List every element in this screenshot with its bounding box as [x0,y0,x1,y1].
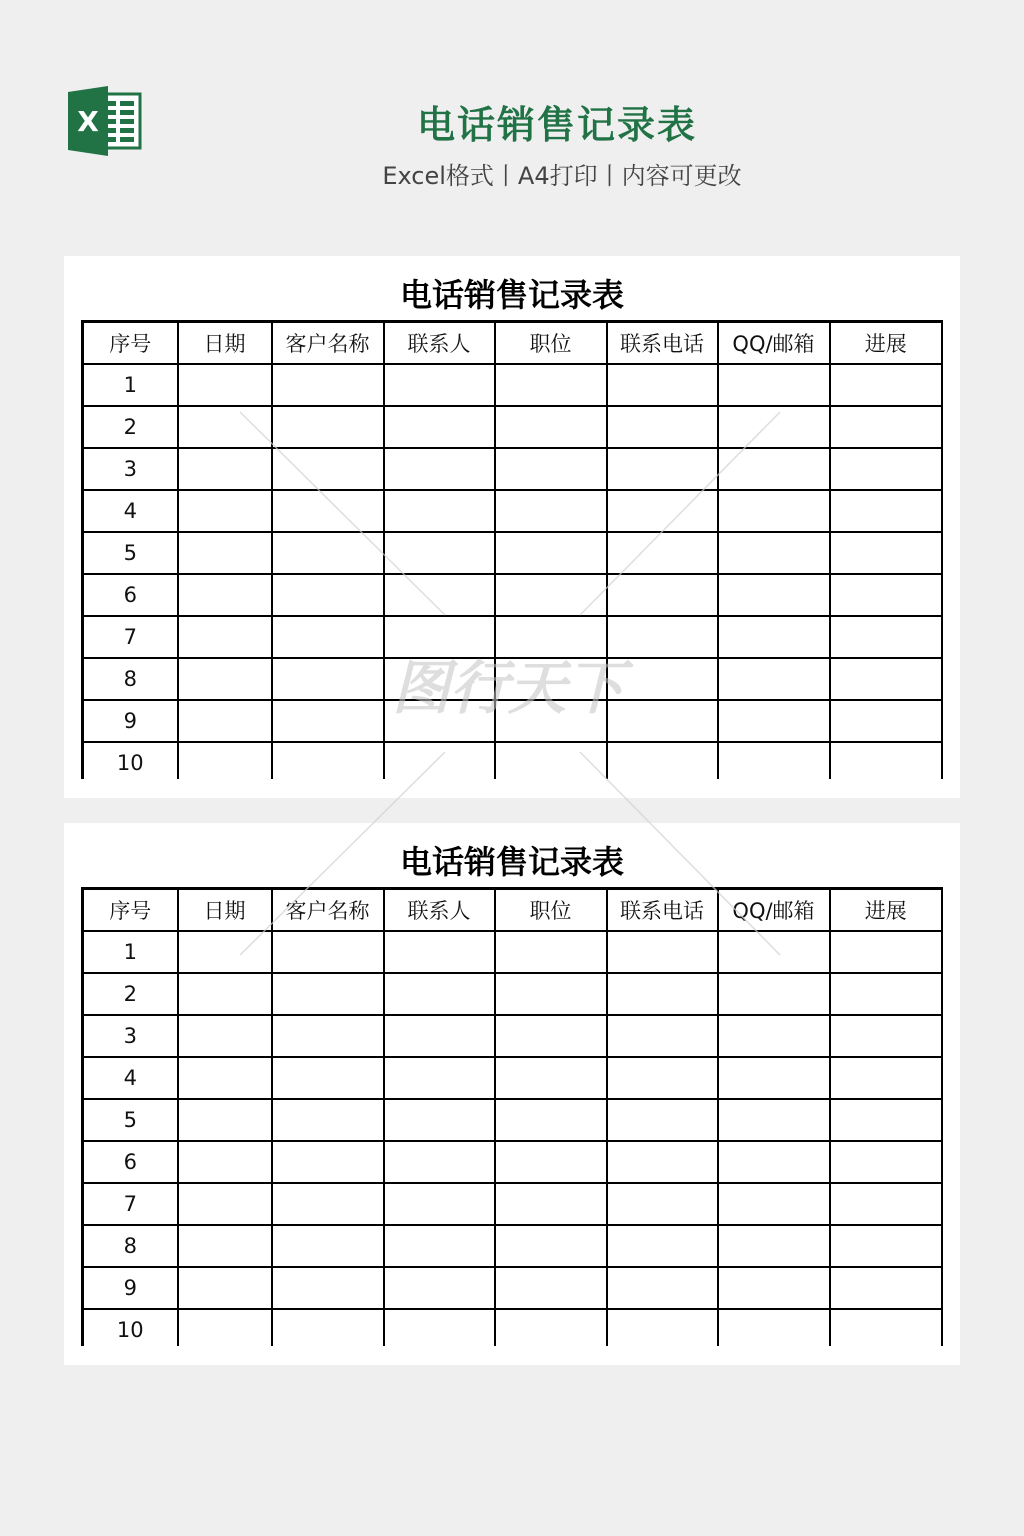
header-customer-name: 客户名称 [272,322,384,365]
table-row [83,700,943,742]
header-date: 日期 [178,889,272,932]
cell[interactable] [178,658,272,700]
header-qq-email: QQ/邮箱 [718,322,830,365]
table-row [83,1099,943,1141]
sheet-preview-1 [64,256,960,798]
table-row [83,532,943,574]
sales-record-table [81,320,943,779]
header-customer-name: 客户名称 [272,889,384,932]
cell[interactable] [607,490,718,532]
cell[interactable] [178,448,272,490]
cell[interactable] [830,364,943,406]
cell[interactable] [384,931,495,973]
cell[interactable] [607,1183,718,1225]
cell[interactable] [384,1057,495,1099]
cell[interactable] [272,1141,384,1183]
cell[interactable] [830,658,943,700]
header-progress: 进展 [830,322,943,365]
cell[interactable] [495,931,607,973]
cell[interactable] [830,448,943,490]
cell[interactable] [178,532,272,574]
cell[interactable] [178,1267,272,1309]
cell[interactable] [384,448,495,490]
cell[interactable] [384,574,495,616]
row-index: 1 [83,931,178,973]
cell[interactable] [178,1183,272,1225]
cell[interactable] [830,1057,943,1099]
cell[interactable] [384,700,495,742]
table-clip [81,320,943,779]
cell[interactable] [830,742,943,779]
table-row [83,1141,943,1183]
row-index: 3 [83,1015,178,1057]
row-index: 9 [83,700,178,742]
row-index: 5 [83,1099,178,1141]
cell[interactable] [607,658,718,700]
cell[interactable] [178,1141,272,1183]
cell[interactable] [718,364,830,406]
sheet-title: 电话销售记录表 [399,276,624,314]
cell[interactable] [607,616,718,658]
cell[interactable] [384,364,495,406]
cell[interactable] [607,448,718,490]
header-contact-person: 联系人 [384,889,495,932]
cell[interactable] [718,1141,830,1183]
cell[interactable] [178,1015,272,1057]
cell[interactable] [178,1057,272,1099]
header-phone: 联系电话 [607,889,718,932]
cell[interactable] [830,1141,943,1183]
cell[interactable] [384,1015,495,1057]
cell[interactable] [830,931,943,973]
table-header-row [83,322,943,365]
cell[interactable] [272,490,384,532]
cell[interactable] [718,700,830,742]
header-date: 日期 [178,322,272,365]
row-index: 6 [83,574,178,616]
cell[interactable] [495,532,607,574]
watermark-text: 图行天下 [391,654,625,722]
cell[interactable] [718,1267,830,1309]
cell[interactable] [718,1057,830,1099]
cell[interactable] [495,490,607,532]
cell[interactable] [272,1183,384,1225]
cell[interactable] [272,973,384,1015]
cell[interactable] [830,1225,943,1267]
row-index: 8 [83,1225,178,1267]
cell[interactable] [178,616,272,658]
cell[interactable] [718,1309,830,1346]
table-row [83,616,943,658]
cell[interactable] [495,364,607,406]
svg-text:X: X [77,105,99,138]
cell[interactable] [607,1099,718,1141]
cell[interactable] [272,448,384,490]
cell[interactable] [830,574,943,616]
row-index: 2 [83,973,178,1015]
cell[interactable] [607,1309,718,1346]
table-row [83,1015,943,1057]
page-subtitle: Excel格式丨A4打印丨内容可更改 [382,162,742,190]
cell[interactable] [718,1183,830,1225]
table-row [83,364,943,406]
cell[interactable] [607,742,718,779]
cell[interactable] [384,616,495,658]
row-index: 10 [83,742,178,779]
table-header-row [83,889,943,932]
cell[interactable] [718,1225,830,1267]
header-contact-person: 联系人 [384,322,495,365]
cell[interactable] [384,1183,495,1225]
cell[interactable] [178,700,272,742]
table-row [83,448,943,490]
cell[interactable] [830,1015,943,1057]
cell[interactable] [495,1099,607,1141]
cell[interactable] [178,1225,272,1267]
cell[interactable] [272,364,384,406]
cell[interactable] [384,973,495,1015]
cell[interactable] [272,1309,384,1346]
cell[interactable] [495,973,607,1015]
cell[interactable] [607,1225,718,1267]
cell[interactable] [178,742,272,779]
table-row [83,1057,943,1099]
table-row [83,574,943,616]
cell[interactable] [830,490,943,532]
cell[interactable] [718,1015,830,1057]
cell[interactable] [384,658,495,700]
cell[interactable] [272,1267,384,1309]
cell[interactable] [178,1309,272,1346]
table-row [83,1267,943,1309]
row-index: 4 [83,490,178,532]
cell[interactable] [495,1183,607,1225]
table-row [83,1309,943,1346]
cell[interactable] [272,1225,384,1267]
cell[interactable] [607,364,718,406]
row-index: 4 [83,1057,178,1099]
cell[interactable] [830,1309,943,1346]
cell[interactable] [384,1225,495,1267]
cell[interactable] [718,658,830,700]
row-index: 10 [83,1309,178,1346]
cell[interactable] [830,616,943,658]
table-row [83,742,943,779]
cell[interactable] [607,406,718,448]
row-index: 1 [83,364,178,406]
cell[interactable] [830,700,943,742]
cell[interactable] [718,574,830,616]
cell[interactable] [830,973,943,1015]
cell[interactable] [495,658,607,700]
cell[interactable] [495,1225,607,1267]
cell[interactable] [830,532,943,574]
cell[interactable] [830,1267,943,1309]
cell[interactable] [178,973,272,1015]
cell[interactable] [384,1141,495,1183]
table-row [83,658,943,700]
cell[interactable] [272,700,384,742]
cell[interactable] [607,532,718,574]
cell[interactable] [178,574,272,616]
table-row [83,490,943,532]
table-row [83,406,943,448]
cell[interactable] [495,406,607,448]
cell[interactable] [495,574,607,616]
cell[interactable] [607,574,718,616]
header-position: 职位 [495,889,607,932]
cell[interactable] [272,931,384,973]
row-index: 7 [83,1183,178,1225]
cell[interactable] [272,532,384,574]
sales-record-table [81,887,943,1346]
header-qq-email: QQ/邮箱 [718,889,830,932]
cell[interactable] [272,1057,384,1099]
cell[interactable] [178,931,272,973]
cell[interactable] [495,1057,607,1099]
row-index: 3 [83,448,178,490]
cell[interactable] [718,1099,830,1141]
table-row [83,1225,943,1267]
header-progress: 进展 [830,889,943,932]
row-index: 6 [83,1141,178,1183]
cell[interactable] [384,406,495,448]
cell[interactable] [178,490,272,532]
cell[interactable] [718,532,830,574]
table-row [83,1183,943,1225]
cell[interactable] [384,490,495,532]
row-index: 9 [83,1267,178,1309]
cell[interactable] [272,1015,384,1057]
page-title: 电话销售记录表 [416,103,697,147]
table-clip [81,887,943,1346]
cell[interactable] [272,658,384,700]
cell[interactable] [718,742,830,779]
cell[interactable] [272,574,384,616]
cell[interactable] [178,406,272,448]
cell[interactable] [178,1099,272,1141]
table-row [83,973,943,1015]
cell[interactable] [607,973,718,1015]
cell[interactable] [718,490,830,532]
cell[interactable] [384,1267,495,1309]
cell[interactable] [607,700,718,742]
cell[interactable] [830,1183,943,1225]
cell[interactable] [272,742,384,779]
row-index: 2 [83,406,178,448]
cell[interactable] [495,742,607,779]
cell[interactable] [272,616,384,658]
cell[interactable] [384,1099,495,1141]
cell[interactable] [384,742,495,779]
header-index: 序号 [83,322,178,365]
cell[interactable] [495,1267,607,1309]
cell[interactable] [495,1309,607,1346]
cell[interactable] [495,1015,607,1057]
cell[interactable] [607,1267,718,1309]
cell[interactable] [830,1099,943,1141]
cell[interactable] [607,1015,718,1057]
cell[interactable] [718,973,830,1015]
row-index: 8 [83,658,178,700]
cell[interactable] [718,448,830,490]
table-row [83,931,943,973]
cell[interactable] [718,406,830,448]
cell[interactable] [495,700,607,742]
cell[interactable] [607,1057,718,1099]
row-index: 7 [83,616,178,658]
cell[interactable] [384,532,495,574]
row-index: 5 [83,532,178,574]
header-phone: 联系电话 [607,322,718,365]
cell[interactable] [384,1309,495,1346]
cell[interactable] [178,364,272,406]
cell[interactable] [607,1141,718,1183]
sheet-title: 电话销售记录表 [399,843,624,881]
cell[interactable] [272,1099,384,1141]
cell[interactable] [495,448,607,490]
cell[interactable] [495,1141,607,1183]
cell[interactable] [495,616,607,658]
cell[interactable] [272,406,384,448]
header-position: 职位 [495,322,607,365]
cell[interactable] [830,406,943,448]
cell[interactable] [718,616,830,658]
cell[interactable] [607,931,718,973]
sheet-preview-2 [64,823,960,1365]
header-index: 序号 [83,889,178,932]
cell[interactable] [718,931,830,973]
